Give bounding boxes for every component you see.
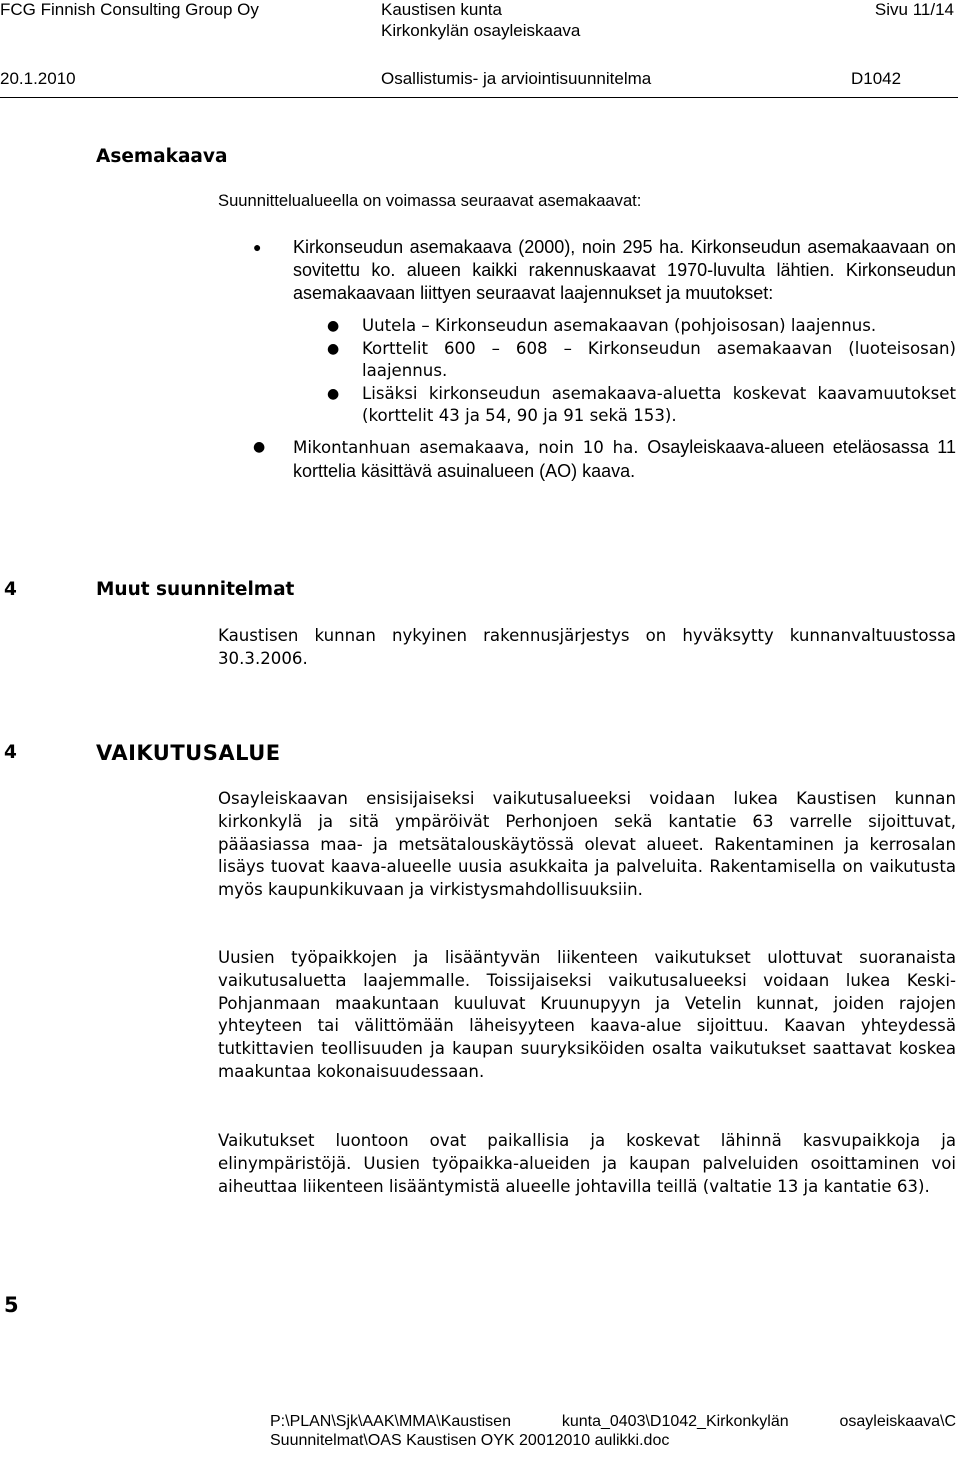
header-page-number: Sivu 11/14 (874, 0, 954, 19)
footer-file-path (270, 1412, 956, 1450)
list-item-text: Lisäksi kirkonseudun asemakaava-aluetta koskevat kaavamuutokset (korttelit 43 ja 54, 90 ja 91 sekä 153). (362, 383, 956, 426)
header-document-title: Osallistumis- ja arviointisuunnitelma (381, 69, 652, 88)
asemakaava-intro: Suunnittelualueella on voimassa seuraavat asemakaavat: (218, 191, 642, 210)
list-item (327, 315, 956, 338)
bullet-icon: ● (253, 239, 262, 255)
next-section-number: 5 (4, 1293, 19, 1317)
footer-path-line-2: Suunnitelmat\OAS Kaustisen OYK 20012010 aulikki.doc (270, 1432, 670, 1449)
list-item-text: Osayleiskaava-alueen eteläosassa 11 korttelia käsittävä asuinalueen (AO) kaava. (293, 436, 956, 481)
muut-text: Kaustisen kunnan nykyinen rakennusjärjestys on hyväksytty kunnanvaltuustossa 30.3.2006. (218, 626, 956, 668)
list-item (327, 383, 956, 428)
vaikutusalue-section-number: 4 (4, 742, 17, 763)
asemakaava-heading: Asemakaava (96, 146, 228, 167)
bullet-icon: ● (327, 340, 340, 357)
footer-path-part: P:\PLAN\Sjk\AAK\MMA\Kaustisen (270, 1413, 511, 1430)
bullet-icon: ● (327, 385, 340, 402)
vaikutusalue-paragraph-1: Osayleiskaavan ensisijaiseksi vaikutusalueeksi voidaan lukea Kaustisen kunnan kirkonkylä ja sitä ympäröivät Perhonjoen sekä kantatie 63 varrelle sijoittuvat, pääasiassa maa- ja metsätalouskäytössä olevat alueet. Rakentaminen ja kerrosalan lisäys tuovat kaava-alueelle uusia asukkaita ja palveluita. Rakentamisella on vaikutusta myös kaupunkikuvaan ja virkistysmahdollisuuksiin. (218, 789, 956, 900)
vaikutusalue-paragraph-2: Uusien työpaikkojen ja lisääntyvän liikenteen vaikutukset ulottuvat suoranaista vaikutusaluetta laajemmalle. Toissijaiseksi vaikutusalueeksi voidaan lukea Keski-Pohjanmaan maakuntaan kuuluvat Kruunupyyn ja Vetelin kunnat, joiden rajojen yhteyteen tai välittömään läheisyyteen kaava-alue sijoittuu. Kaavan yhteydessä tutkittavien teollisuuden ja kaupan suuryksiköiden osalta vaikutukset saattavat koskea maakuntaa kokonaisuudessaan. (218, 948, 956, 1081)
header-plan-name: Kirkonkylän osayleiskaava (381, 21, 581, 40)
list-item-text: Uutela – Kirkonseudun asemakaavan (pohjoisosan) laajennus. (362, 316, 877, 335)
list-item-text: Korttelit 600 – 608 – Kirkonseudun asemakaavan (luoteisosan) laajennus. (362, 338, 956, 381)
header-divider (0, 97, 958, 98)
bullet-icon: ● (253, 438, 266, 455)
asemakaava-sublist (327, 315, 956, 428)
footer-path-part: osayleiskaava\C (839, 1413, 956, 1430)
header-municipality: Kaustisen kunta (381, 0, 502, 19)
header-date: 20.1.2010 (0, 69, 76, 88)
muut-heading: Muut suunnitelmat (96, 579, 295, 600)
list-item (327, 338, 956, 383)
asemakaava-list (253, 236, 956, 483)
list-item-text: Kirkonseudun asemakaava (2000), noin 295 ha. Kirkonseudun asemakaavaan on sovitettu ko. alueen kaikki rakennuskaavat 1970-luvulta lähtien. Kirkonseudun asemakaavaan liittyen seuraavat laajennukset ja muutokset: (293, 237, 956, 303)
vaikutusalue-heading: VAIKUTUSALUE (96, 741, 281, 765)
list-item-text: Mikontanhuan asemakaava, noin 10 ha. (293, 437, 639, 457)
list-item (253, 236, 956, 428)
muut-section-number: 4 (4, 579, 17, 600)
header-document-code: D1042 (851, 69, 902, 88)
bullet-icon: ● (327, 318, 340, 334)
footer-path-part: kunta_0403\D1042_Kirkonkylän (561, 1413, 789, 1430)
vaikutusalue-paragraph-3: Vaikutukset luontoon ovat paikallisia ja koskevat lähinnä kasvupaikkoja ja elinympäristöjä. Uusien työpaikka-alueiden ja kaupan palveluiden osoittaminen voi aiheuttaa liikenteen lisääntymistä alueelle johtavilla teillä (valtatie 13 ja kantatie 63). (218, 1131, 956, 1196)
list-item (253, 436, 956, 483)
header-company: FCG Finnish Consulting Group Oy (0, 0, 259, 19)
